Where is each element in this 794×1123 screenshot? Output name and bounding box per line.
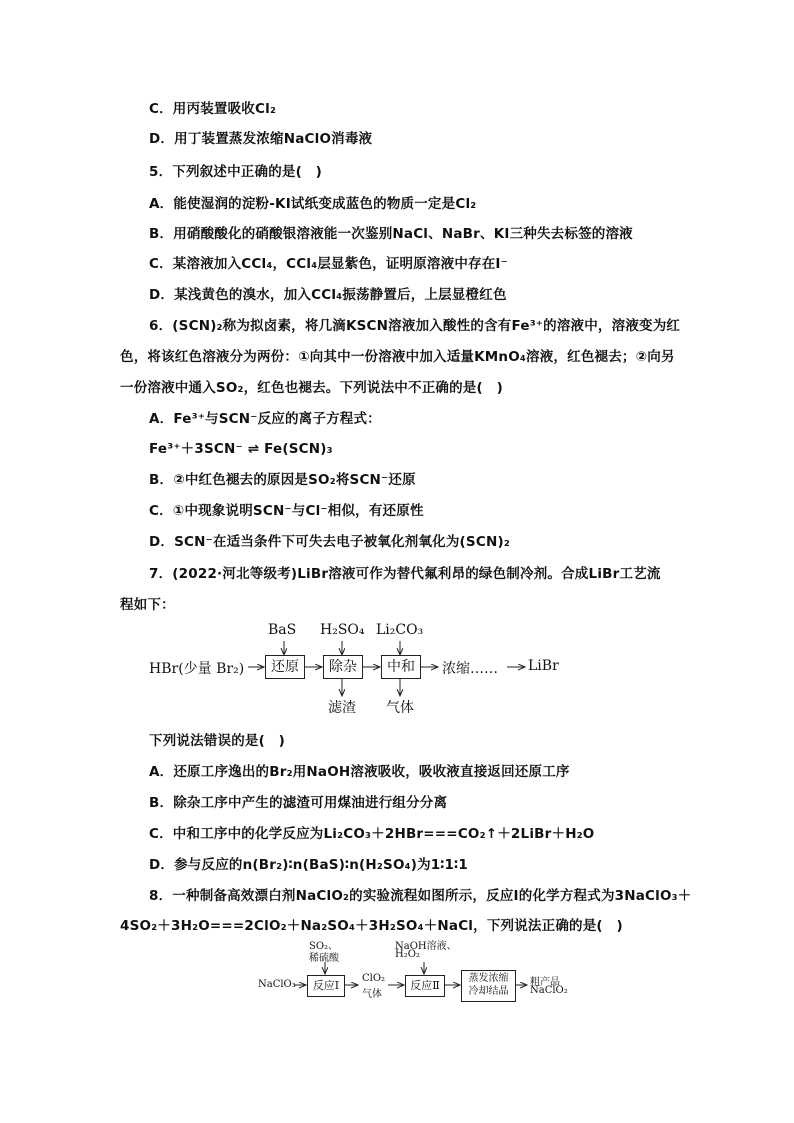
- question-6-option-b: B．②中红色褪去的原因是SO₂将SCN⁻还原: [149, 472, 416, 488]
- question-7-option-c: C．中和工序中的化学反应为Li₂CO₃＋2HBr===CO₂↑＋2LiBr＋H₂O: [149, 826, 595, 842]
- flow2-end-line1: 粗产品: [530, 977, 560, 988]
- flow1-input-bas: BaS: [268, 622, 297, 638]
- flow2-input1-line2: 稀硫酸: [309, 953, 339, 964]
- flow2-step-reaction2: 反应Ⅱ: [405, 975, 445, 997]
- question-5-option-b: B．用硝酸酸化的硝酸银溶液能一次鉴别NaCl、NaBr、KI三种失去标签的溶液: [149, 226, 633, 242]
- flow1-start: HBr(少量 Br₂): [149, 661, 245, 677]
- question-6-option-d: D．SCN⁻在适当条件下可失去电子被氧化剂氧化为(SCN)₂: [149, 534, 510, 550]
- flow1-step-concentrate: 浓缩……: [442, 661, 498, 677]
- question-6-stem-line1: 6．(SCN)₂称为拟卤素，将几滴KSCN溶液加入酸性的含有Fe³⁺的溶液中，溶液变为红: [149, 318, 681, 334]
- question-7-stem-line2: 程如下：: [120, 597, 175, 613]
- question-6-stem-line2: 色，将该红色溶液分为两份：①向其中一份溶液中加入适量KMnO₄溶液，红色褪去；②向另: [120, 349, 675, 365]
- flow1-output-residue: 滤渣: [328, 700, 356, 716]
- question-6-option-a-equation: Fe³⁺＋3SCN⁻ ⇌ Fe(SCN)₃: [149, 441, 333, 457]
- option-d-prev: D．用丁装置蒸发浓缩NaClO消毒液: [149, 131, 373, 147]
- flow2-start: NaClO₃: [258, 979, 296, 990]
- question-5-option-a: A．能使湿润的淀粉-KI试纸变成蓝色的物质一定是Cl₂: [149, 196, 477, 212]
- flow1-step-neutralization: 中和: [381, 655, 421, 679]
- flow2-mid-line2: 气体: [362, 989, 382, 1000]
- question-7-stem-line1: 7．(2022·河北等级考)LiBr溶液可作为替代氟利昂的绿色制冷剂。合成LiBr工艺流: [149, 566, 661, 582]
- flow1-input-li2co3: Li₂CO₃: [376, 622, 424, 638]
- flow1-output-gas: 气体: [386, 700, 414, 716]
- flow1-end: LiBr: [528, 658, 559, 674]
- flow2-input1-line1: SO₂、: [309, 941, 339, 952]
- flow1-input-h2so4: H₂SO₄: [320, 622, 365, 638]
- question-5-option-c: C．某溶液加入CCl₄，CCl₄层显紫色，证明原溶液中存在I⁻: [149, 256, 508, 272]
- question-5-stem: 5．下列叙述中正确的是( ): [149, 164, 323, 180]
- flow2-step-reaction1: 反应Ⅰ: [307, 975, 345, 997]
- question-6-option-c: C．①中现象说明SCN⁻与Cl⁻相似，有还原性: [149, 503, 424, 519]
- flow2-mid-line1: ClO₂: [362, 973, 386, 984]
- question-7-option-d: D．参与反应的n(Br₂)∶n(BaS)∶n(H₂SO₄)为1∶1∶1: [149, 857, 468, 873]
- flow2-step-crystallize: [461, 970, 516, 1002]
- question-7-option-a: A．还原工序逸出的Br₂用NaOH溶液吸收，吸收液直接返回还原工序: [149, 764, 570, 780]
- question-8-stem-line2: 4SO₂＋3H₂O===2ClO₂＋Na₂SO₄＋3H₂SO₄＋NaCl，下列说法正确的是( ): [120, 918, 623, 934]
- flow2-input2-line2: H₂O₂: [395, 949, 420, 960]
- option-c-prev: C．用丙装置吸收Cl₂: [149, 101, 277, 117]
- question-7-ask: 下列说法错误的是( ): [149, 733, 286, 749]
- flow2-end-line2: NaClO₂: [530, 985, 568, 996]
- flow1-step-reduction: 还原: [265, 655, 305, 679]
- flow2-step-crystallize-line2: 冷却结晶: [468, 986, 509, 997]
- question-6-option-a: A．Fe³⁺与SCN⁻反应的离子方程式：: [149, 411, 381, 427]
- flow2-step-crystallize-line1: 蒸发浓缩: [468, 973, 509, 984]
- question-7-option-b: B．除杂工序中产生的滤渣可用煤油进行组分分离: [149, 795, 448, 811]
- question-5-option-d: D．某浅黄色的溴水，加入CCl₄振荡静置后，上层显橙红色: [149, 287, 507, 303]
- flow2-input2-line1: NaOH溶液、: [395, 941, 457, 952]
- flow1-step-purification: 除杂: [323, 655, 363, 679]
- question-6-stem-line3: 一份溶液中通入SO₂，红色也褪去。下列说法中不正确的是( ): [120, 380, 503, 396]
- question-8-stem-line1: 8．一种制备高效漂白剂NaClO₂的实验流程如图所示，反应Ⅰ的化学方程式为3NaClO₃＋: [149, 888, 692, 904]
